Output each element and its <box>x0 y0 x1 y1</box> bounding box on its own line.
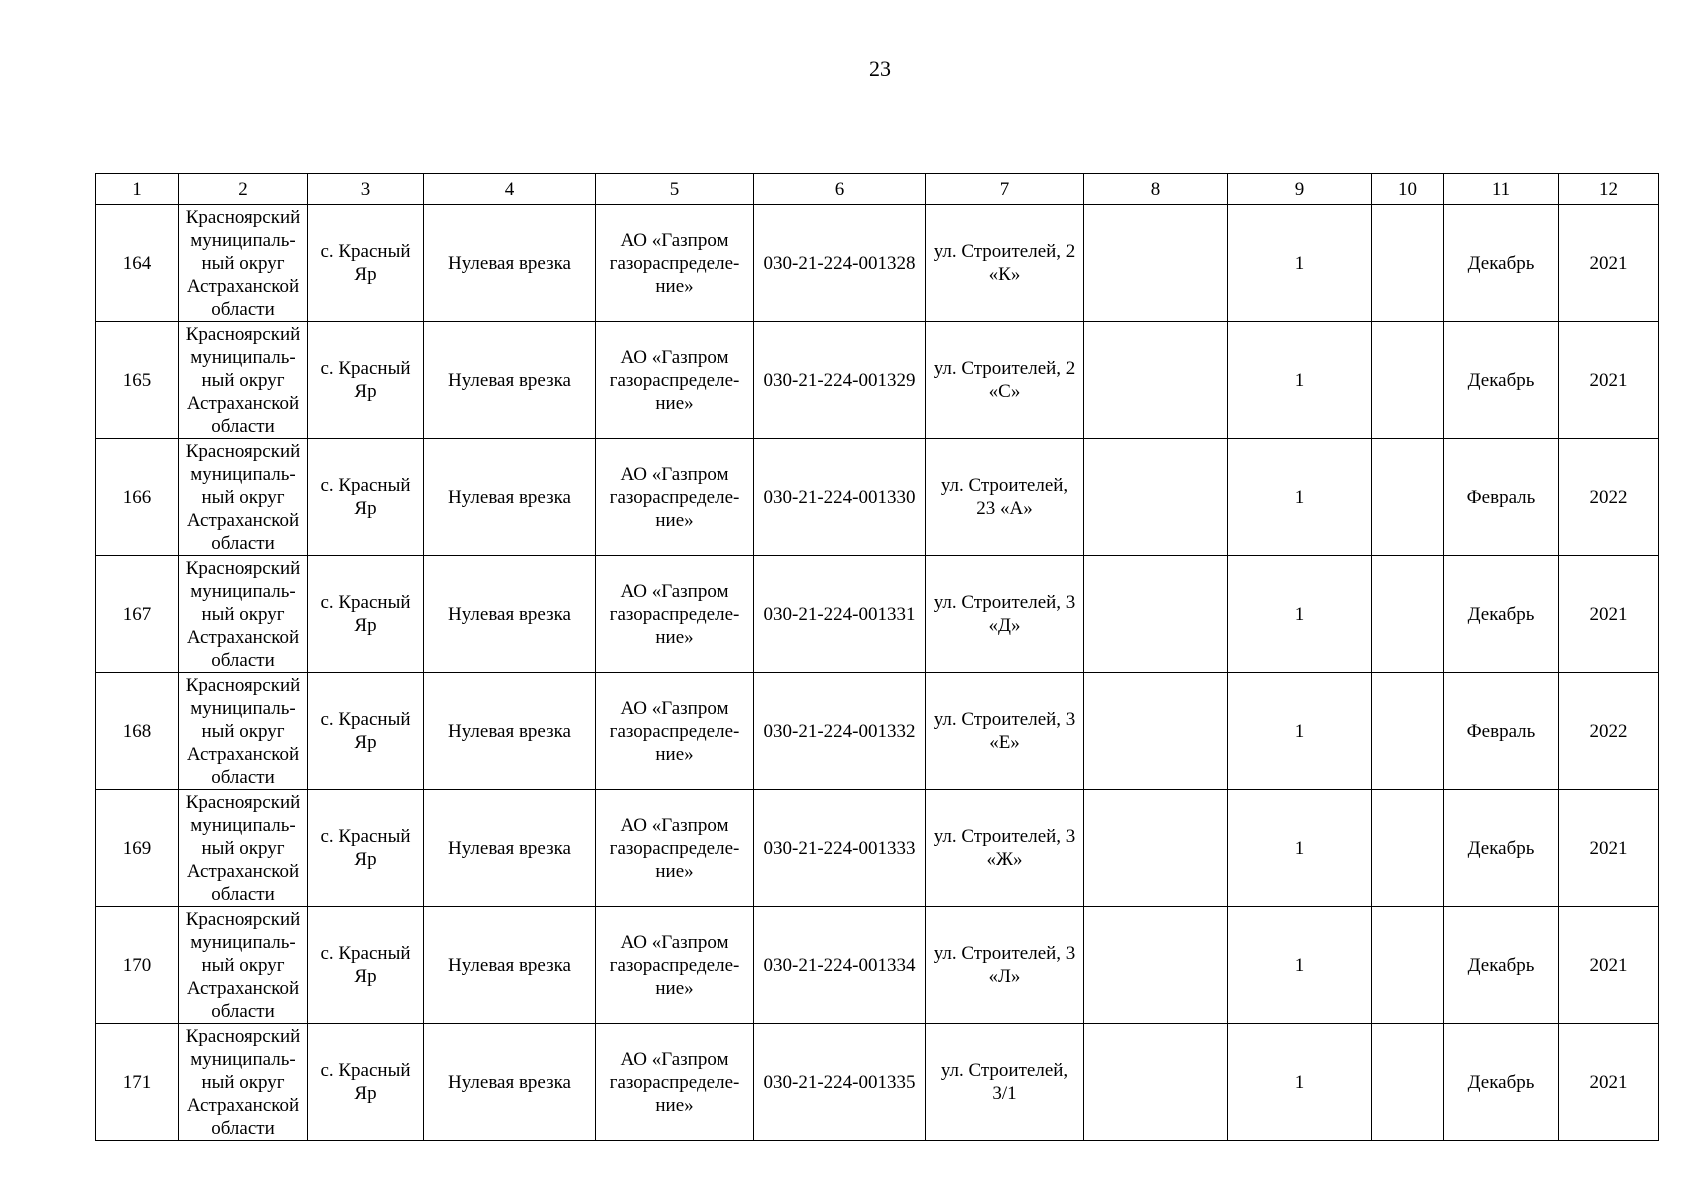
year-cell: 2021 <box>1559 205 1659 322</box>
cell-text-line: ул. Строителей, 2 <box>933 358 1076 379</box>
cell-text-line: ный округ <box>201 1071 285 1093</box>
column-header: 8 <box>1084 174 1228 205</box>
organization-cell <box>596 556 754 673</box>
cell-text-line: ный округ <box>201 369 285 391</box>
organization-cell <box>596 322 754 439</box>
month-cell: Декабрь <box>1444 1024 1559 1141</box>
cell-text-line: муниципаль- <box>190 931 296 953</box>
quantity-cell: 1 <box>1228 1024 1372 1141</box>
row-number-cell: 168 <box>96 673 179 790</box>
year-cell: 2021 <box>1559 907 1659 1024</box>
table-row <box>96 556 1659 673</box>
row-number-cell: 165 <box>96 322 179 439</box>
cell-text-line: газораспределе- <box>609 720 740 742</box>
cell-text-line: газораспределе- <box>609 603 740 625</box>
column-header: 11 <box>1444 174 1559 205</box>
organization-cell <box>596 205 754 322</box>
column-10-cell <box>1372 205 1444 322</box>
connection-type-cell: Нулевая врезка <box>424 439 596 556</box>
cell-text-line: Астраханской <box>186 743 300 765</box>
cell-text-line: Красноярский <box>185 557 301 579</box>
table-row <box>96 673 1659 790</box>
cell-text-line: с. Красный <box>320 358 411 379</box>
year-cell: 2021 <box>1559 322 1659 439</box>
settlement-cell <box>308 439 424 556</box>
column-header: 9 <box>1228 174 1372 205</box>
column-10-cell <box>1372 790 1444 907</box>
settlement-cell <box>308 205 424 322</box>
organization-cell <box>596 439 754 556</box>
cell-text-line: «Ж» <box>986 849 1023 870</box>
cell-text-line: Астраханской <box>186 392 300 414</box>
cell-text-line: Красноярский <box>185 206 301 228</box>
column-8-cell <box>1084 673 1228 790</box>
month-cell: Декабрь <box>1444 322 1559 439</box>
cell-text-line: муниципаль- <box>190 463 296 485</box>
cell-text-line: АО «Газпром <box>620 697 729 719</box>
month-cell: Февраль <box>1444 439 1559 556</box>
municipality-cell <box>179 1024 308 1141</box>
municipality-cell <box>179 439 308 556</box>
cell-text-line: муниципаль- <box>190 697 296 719</box>
column-10-cell <box>1372 322 1444 439</box>
cell-text-line: АО «Газпром <box>620 229 729 251</box>
column-10-cell <box>1372 556 1444 673</box>
column-8-cell <box>1084 907 1228 1024</box>
cell-text-line: ние» <box>655 977 694 999</box>
cell-text-line: Астраханской <box>186 275 300 297</box>
row-number-cell: 171 <box>96 1024 179 1141</box>
table-row <box>96 790 1659 907</box>
cell-text-line: АО «Газпром <box>620 580 729 602</box>
cell-text-line: области <box>211 1117 275 1139</box>
connection-type-cell: Нулевая врезка <box>424 673 596 790</box>
quantity-cell: 1 <box>1228 673 1372 790</box>
cell-text-line: ул. Строителей, <box>940 1060 1069 1081</box>
year-cell: 2021 <box>1559 556 1659 673</box>
application-number-cell: 030-21-224-001328 <box>754 205 926 322</box>
cell-text-line: ный округ <box>201 252 285 274</box>
column-header: 4 <box>424 174 596 205</box>
cell-text-line: области <box>211 649 275 671</box>
cell-text-line: «Д» <box>988 615 1021 636</box>
cell-text-line: ние» <box>655 626 694 648</box>
cell-text-line: «Е» <box>989 732 1020 753</box>
settlement-cell <box>308 790 424 907</box>
cell-text-line: «К» <box>988 264 1021 285</box>
quantity-cell: 1 <box>1228 322 1372 439</box>
column-8-cell <box>1084 322 1228 439</box>
row-number-cell: 169 <box>96 790 179 907</box>
application-number-cell: 030-21-224-001329 <box>754 322 926 439</box>
data-table <box>95 173 1659 1141</box>
cell-text-line: области <box>211 298 275 320</box>
application-number-cell: 030-21-224-001332 <box>754 673 926 790</box>
month-cell: Декабрь <box>1444 790 1559 907</box>
cell-text-line: Красноярский <box>185 908 301 930</box>
cell-text-line: газораспределе- <box>609 252 740 274</box>
address-cell <box>926 205 1084 322</box>
cell-text-line: Яр <box>354 849 377 870</box>
cell-text-line: «С» <box>988 381 1021 402</box>
year-cell: 2022 <box>1559 439 1659 556</box>
connection-type-cell: Нулевая врезка <box>424 205 596 322</box>
cell-text-line: с. Красный <box>320 709 411 730</box>
column-8-cell <box>1084 439 1228 556</box>
cell-text-line: Яр <box>354 264 377 285</box>
cell-text-line: муниципаль- <box>190 1048 296 1070</box>
cell-text-line: ние» <box>655 275 694 297</box>
address-cell <box>926 1024 1084 1141</box>
quantity-cell: 1 <box>1228 556 1372 673</box>
row-number-cell: 167 <box>96 556 179 673</box>
quantity-cell: 1 <box>1228 439 1372 556</box>
cell-text-line: Астраханской <box>186 860 300 882</box>
connection-type-cell: Нулевая врезка <box>424 1024 596 1141</box>
connection-type-cell: Нулевая врезка <box>424 790 596 907</box>
municipality-cell <box>179 205 308 322</box>
cell-text-line: Красноярский <box>185 1025 301 1047</box>
address-cell <box>926 790 1084 907</box>
column-header: 3 <box>308 174 424 205</box>
month-cell: Декабрь <box>1444 556 1559 673</box>
column-header: 5 <box>596 174 754 205</box>
year-cell: 2021 <box>1559 1024 1659 1141</box>
column-10-cell <box>1372 1024 1444 1141</box>
table-row <box>96 205 1659 322</box>
application-number-cell: 030-21-224-001331 <box>754 556 926 673</box>
cell-text-line: ние» <box>655 1094 694 1116</box>
settlement-cell <box>308 907 424 1024</box>
address-cell <box>926 556 1084 673</box>
quantity-cell: 1 <box>1228 205 1372 322</box>
municipality-cell <box>179 907 308 1024</box>
cell-text-line: «Л» <box>988 966 1021 987</box>
cell-text-line: АО «Газпром <box>620 346 729 368</box>
cell-text-line: Красноярский <box>185 674 301 696</box>
cell-text-line: с. Красный <box>320 475 411 496</box>
column-header: 1 <box>96 174 179 205</box>
cell-text-line: ный округ <box>201 720 285 742</box>
cell-text-line: области <box>211 766 275 788</box>
cell-text-line: ул. Строителей, 2 <box>933 241 1076 262</box>
row-number-cell: 170 <box>96 907 179 1024</box>
column-8-cell <box>1084 790 1228 907</box>
cell-text-line: Яр <box>354 498 377 519</box>
settlement-cell <box>308 556 424 673</box>
year-cell: 2021 <box>1559 790 1659 907</box>
column-10-cell <box>1372 673 1444 790</box>
application-number-cell: 030-21-224-001333 <box>754 790 926 907</box>
cell-text-line: ный округ <box>201 603 285 625</box>
cell-text-line: ный округ <box>201 954 285 976</box>
address-cell <box>926 907 1084 1024</box>
quantity-cell: 1 <box>1228 790 1372 907</box>
cell-text-line: Яр <box>354 966 377 987</box>
column-8-cell <box>1084 556 1228 673</box>
municipality-cell <box>179 322 308 439</box>
cell-text-line: 23 «А» <box>976 498 1033 519</box>
organization-cell <box>596 673 754 790</box>
cell-text-line: Яр <box>354 1083 377 1104</box>
table-row <box>96 1024 1659 1141</box>
cell-text-line: муниципаль- <box>190 346 296 368</box>
organization-cell <box>596 1024 754 1141</box>
cell-text-line: муниципаль- <box>190 814 296 836</box>
cell-text-line: газораспределе- <box>609 954 740 976</box>
settlement-cell <box>308 322 424 439</box>
cell-text-line: Красноярский <box>185 440 301 462</box>
settlement-cell <box>308 1024 424 1141</box>
column-10-cell <box>1372 907 1444 1024</box>
application-number-cell: 030-21-224-001330 <box>754 439 926 556</box>
municipality-cell <box>179 556 308 673</box>
row-number-cell: 164 <box>96 205 179 322</box>
cell-text-line: муниципаль- <box>190 229 296 251</box>
cell-text-line: области <box>211 883 275 905</box>
cell-text-line: ние» <box>655 860 694 882</box>
month-cell: Февраль <box>1444 673 1559 790</box>
table-row <box>96 322 1659 439</box>
address-cell <box>926 673 1084 790</box>
cell-text-line: ул. Строителей, 3 <box>933 592 1076 613</box>
cell-text-line: ние» <box>655 509 694 531</box>
header-row <box>96 174 1659 205</box>
month-cell: Декабрь <box>1444 907 1559 1024</box>
address-cell <box>926 322 1084 439</box>
municipality-cell <box>179 673 308 790</box>
connection-type-cell: Нулевая врезка <box>424 907 596 1024</box>
cell-text-line: муниципаль- <box>190 580 296 602</box>
cell-text-line: с. Красный <box>320 826 411 847</box>
cell-text-line: Красноярский <box>185 323 301 345</box>
connection-type-cell: Нулевая врезка <box>424 322 596 439</box>
column-header: 7 <box>926 174 1084 205</box>
cell-text-line: Астраханской <box>186 626 300 648</box>
cell-text-line: области <box>211 415 275 437</box>
cell-text-line: области <box>211 1000 275 1022</box>
connection-type-cell: Нулевая врезка <box>424 556 596 673</box>
month-cell: Декабрь <box>1444 205 1559 322</box>
cell-text-line: Красноярский <box>185 791 301 813</box>
table-body <box>96 205 1659 1141</box>
application-number-cell: 030-21-224-001334 <box>754 907 926 1024</box>
cell-text-line: ул. Строителей, 3 <box>933 709 1076 730</box>
cell-text-line: 3/1 <box>992 1083 1017 1104</box>
application-number-cell: 030-21-224-001335 <box>754 1024 926 1141</box>
column-header: 6 <box>754 174 926 205</box>
column-header: 10 <box>1372 174 1444 205</box>
cell-text-line: газораспределе- <box>609 1071 740 1093</box>
column-header: 12 <box>1559 174 1659 205</box>
cell-text-line: Яр <box>354 615 377 636</box>
cell-text-line: ный округ <box>201 837 285 859</box>
cell-text-line: Астраханской <box>186 977 300 999</box>
cell-text-line: ный округ <box>201 486 285 508</box>
cell-text-line: газораспределе- <box>609 369 740 391</box>
settlement-cell <box>308 673 424 790</box>
column-10-cell <box>1372 439 1444 556</box>
cell-text-line: Яр <box>354 732 377 753</box>
row-number-cell: 166 <box>96 439 179 556</box>
column-8-cell <box>1084 205 1228 322</box>
table-row <box>96 907 1659 1024</box>
table-row <box>96 439 1659 556</box>
cell-text-line: газораспределе- <box>609 837 740 859</box>
cell-text-line: Астраханской <box>186 1094 300 1116</box>
cell-text-line: с. Красный <box>320 241 411 262</box>
cell-text-line: ул. Строителей, <box>940 475 1069 496</box>
cell-text-line: с. Красный <box>320 592 411 613</box>
page-number: 23 <box>869 56 891 81</box>
cell-text-line: ул. Строителей, 3 <box>933 943 1076 964</box>
cell-text-line: АО «Газпром <box>620 463 729 485</box>
cell-text-line: ул. Строителей, 3 <box>933 826 1076 847</box>
organization-cell <box>596 790 754 907</box>
cell-text-line: ние» <box>655 743 694 765</box>
cell-text-line: с. Красный <box>320 1060 411 1081</box>
cell-text-line: Яр <box>354 381 377 402</box>
cell-text-line: Астраханской <box>186 509 300 531</box>
cell-text-line: с. Красный <box>320 943 411 964</box>
cell-text-line: АО «Газпром <box>620 931 729 953</box>
column-8-cell <box>1084 1024 1228 1141</box>
cell-text-line: газораспределе- <box>609 486 740 508</box>
cell-text-line: АО «Газпром <box>620 814 729 836</box>
municipality-cell <box>179 790 308 907</box>
cell-text-line: ние» <box>655 392 694 414</box>
address-cell <box>926 439 1084 556</box>
quantity-cell: 1 <box>1228 907 1372 1024</box>
column-header: 2 <box>179 174 308 205</box>
organization-cell <box>596 907 754 1024</box>
cell-text-line: области <box>211 532 275 554</box>
year-cell: 2022 <box>1559 673 1659 790</box>
cell-text-line: АО «Газпром <box>620 1048 729 1070</box>
